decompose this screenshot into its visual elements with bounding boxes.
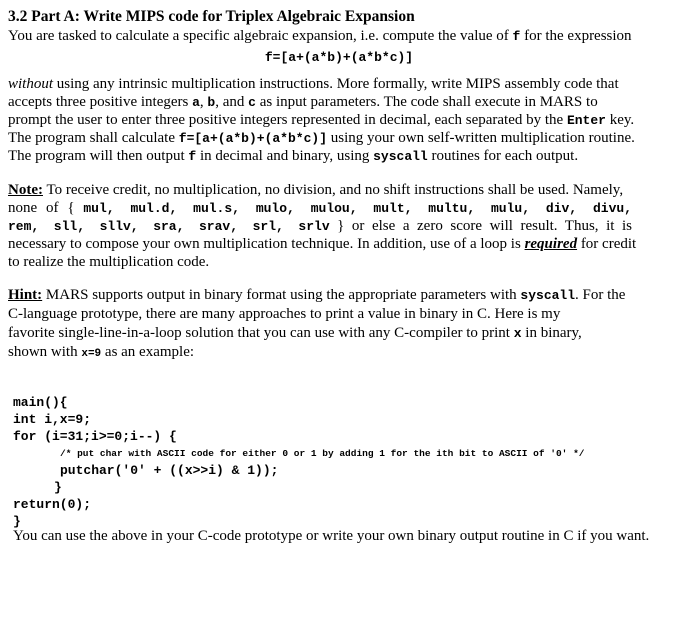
note-line1: Note: To receive credit, no multiplication, no division, and no shift instructions shall be used. Namely, <box>8 182 624 198</box>
code-line: for (i=31;i>=0;i--) { <box>13 429 177 444</box>
code-line: int i,x=9; <box>13 412 92 427</box>
note-line2: none of { mul, mul.d, mul.s, mulo, mulou, mult, multu, mulu, div, divu, <box>8 200 632 216</box>
footer-text: You can use the above in your C-code prototype or write your own binary output routine in C if you want. <box>13 528 650 544</box>
inline-code-syscall: syscall <box>373 149 428 164</box>
code-line: return(0); <box>13 497 92 512</box>
inline-code-expression: f=[a+(a*b)+(a*b*c)] <box>178 131 327 146</box>
code-line: main(){ <box>13 395 68 410</box>
hint-line4: shown with x=9 as an example: <box>8 344 195 360</box>
paragraph1-line2: accepts three positive integers a, b, and c as input parameters. The code shall execute in MARS to <box>8 94 598 110</box>
hint-label: Hint: <box>8 287 43 303</box>
note-line4: necessary to compose your own multiplication technique. In addition, use of a loop is required for credit <box>8 236 637 252</box>
code-line: } <box>13 514 21 529</box>
section-title: 3.2 Part A: Write MIPS code for Triplex Algebraic Expansion <box>8 8 415 25</box>
paragraph1-line5: The program will then output f in decimal and binary, using syscall routines for each output. <box>8 148 579 164</box>
paragraph1-line1: without using any intrinsic multiplication instructions. More formally, write MIPS assembly code that <box>8 76 619 92</box>
code-line: putchar('0' + ((x>>i) & 1)); <box>60 463 279 478</box>
note-line3: rem, sll, sllv, sra, srav, srl, srlv } or else a zero score will result. Thus, it is <box>8 218 632 234</box>
paragraph1-line3: prompt the user to enter three positive integers represented in decimal, each separated by the Enter key. <box>8 112 635 128</box>
inline-code-f: f <box>512 29 521 44</box>
hint-line3: favorite single-line-in-a-loop solution that you can use with any C-compiler to print x in binary, <box>8 325 582 341</box>
paragraph1-line4: The program shall calculate f=[a+(a*b)+(a*b*c)] using your own self-written multiplication routine. <box>8 130 635 146</box>
forbidden-instructions-2: rem, sll, sllv, sra, srav, srl, srlv <box>8 219 330 234</box>
hint-line1: Hint: MARS supports output in binary format using the appropriate parameters with syscall. For the <box>8 287 626 303</box>
code-line: } <box>54 480 62 495</box>
expression: f=[a+(a*b)+(a*b*c)] <box>264 50 414 65</box>
note-label: Note: <box>8 182 43 198</box>
inline-code-enter: Enter <box>566 113 606 128</box>
intro-line: You are tasked to calculate a specific algebraic expansion, i.e. compute the value of f for the expression <box>8 28 632 44</box>
note-line5: to realize the multiplication code. <box>8 254 210 270</box>
required-emphasis: required <box>524 236 578 252</box>
code-comment: /* put char with ASCII code for either 0 or 1 by adding 1 for the ith bit to ASCII of '0' */ <box>60 448 585 459</box>
forbidden-instructions-1: mul, mul.d, mul.s, mulo, mulou, mult, multu, mulu, div, divu, <box>83 201 632 216</box>
hint-line2: C-language prototype, there are many approaches to print a value in binary in C. Here is my <box>8 306 561 322</box>
